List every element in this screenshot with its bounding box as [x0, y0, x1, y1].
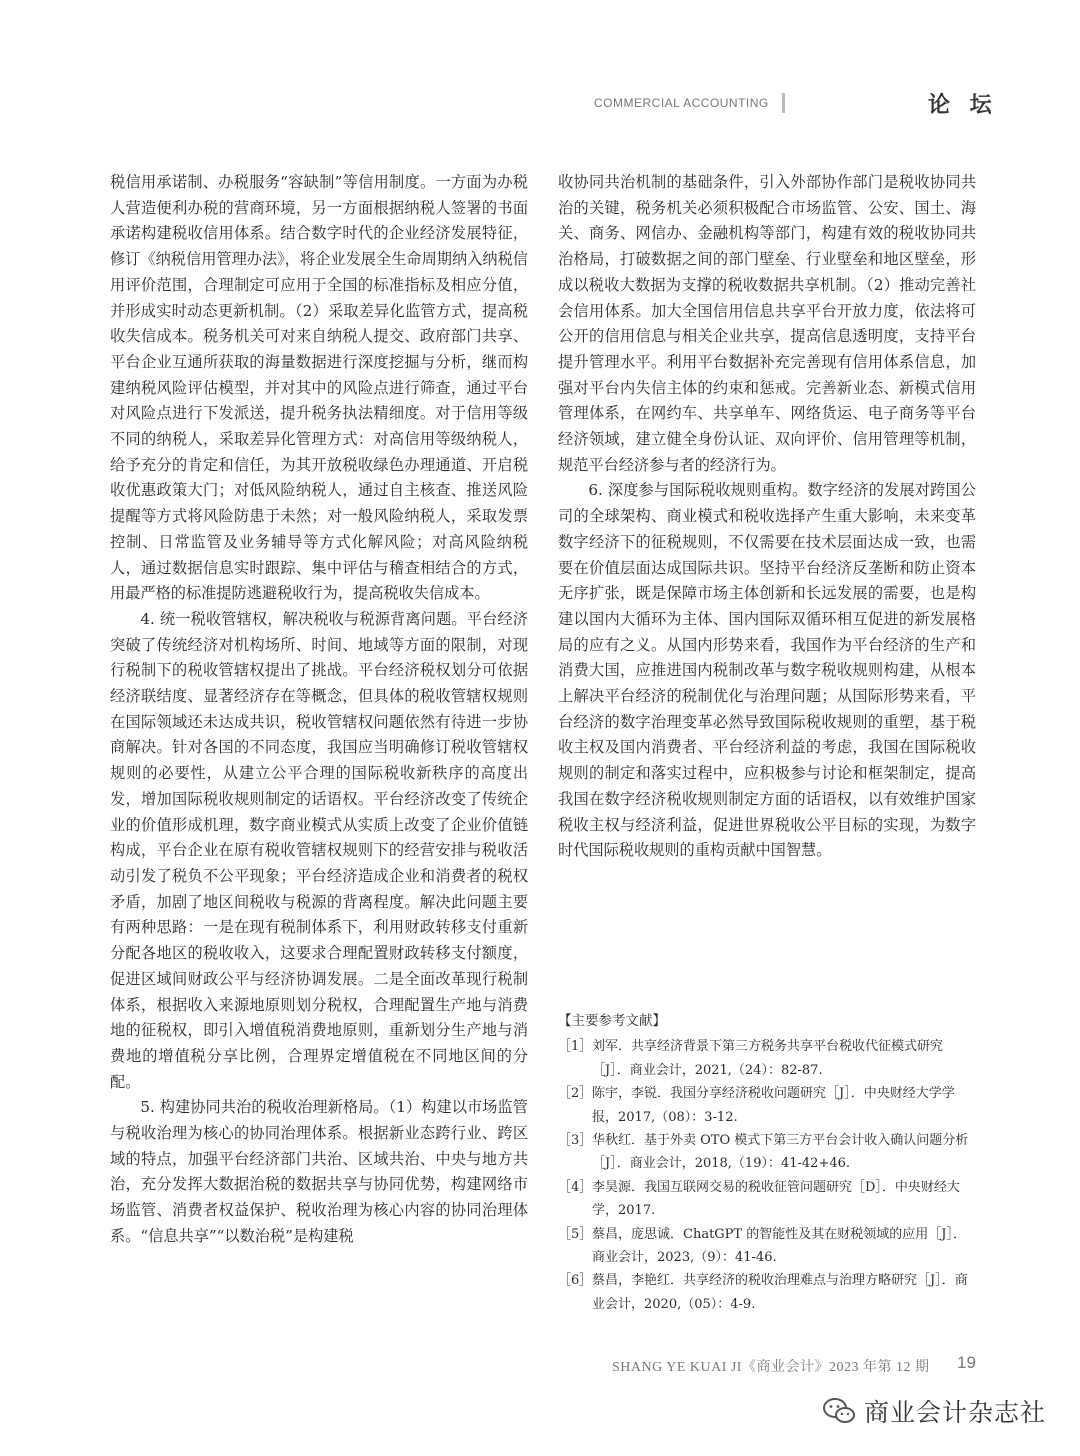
reference-number: ［5］ [558, 1226, 593, 1242]
references-title: 【主要参考文献】 [558, 1013, 666, 1029]
reference-text: 李昊源．我国互联网交易的税收征管问题研究［D］．中央财经大学，2017. [592, 1179, 960, 1219]
reference-number: ［6］ [558, 1273, 593, 1289]
reference-item [558, 1082, 978, 1129]
reference-item [558, 1129, 978, 1176]
left-column [110, 170, 528, 1250]
reference-number: ［1］ [558, 1039, 593, 1055]
references-section [558, 1010, 978, 1316]
reference-item [558, 1035, 978, 1082]
reference-item [558, 1223, 978, 1270]
reference-item [558, 1176, 978, 1223]
watermark [822, 1393, 1046, 1429]
reference-number: ［2］ [558, 1086, 593, 1102]
watermark-text: 商业会计杂志社 [864, 1398, 1047, 1427]
reference-number: ［3］ [558, 1133, 593, 1149]
reference-text: 陈宇，李锐．我国分享经济税收问题研究［J］．中央财经大学学报，2017,（08）：3-12. [592, 1086, 955, 1125]
right-column [558, 170, 976, 864]
paragraph: 4. 统一税收管辖权，解决税收与税源背离问题。平台经济突破了传统经济对机构场所、时间、地域等方面的限制，对现行税制下的税收管辖权提出了挑战。平台经济税权划分可依据经济联结度、显著经济存在等概念，但具体的税收管辖权规则在国际领域还未达成共识，税收管辖权问题依然有待进一步协商解决。针对各国的不同态度，我国应当明确修订税收管辖权规则的必要性，从建立公平合理的国际税收新秩序的高度出发，增加国际税收规则制定的话语权。平台经济改变了传统企业的价值形成机理，数字商业模式从实质上改变了企业价值链构成，平台企业在原有税收管辖权规则下的经营安排与税收活动引发了税负不公平现象；平台经济造成企业和消费者的税权矛盾，加剧了地区间税收与税源的背离程度。解决此问题主要有两种思路：一是在现有税制体系下，利用财政转移支付重新分配各地区的税收收入，这要求合理配置财政转移支付额度，促进区域间财政公平与经济协调发展。二是全面改革现行税制体系，根据收入来源地原则划分税权，合理配置生产地与消费地的征税权，即引入增值税消费地原则，重新划分生产地与消费地的增值税分享比例，合理界定增值税在不同地区间的分配。 [110, 609, 528, 1091]
reference-number: ［4］ [558, 1179, 593, 1195]
paragraph: 6. 深度参与国际税收规则重构。数字经济的发展对跨国公司的全球架构、商业模式和税收选择产生重大影响，未来变革数字经济下的征税规则，不仅需要在技术层面达成一致，也需要在价值层面达成国际共识。坚持平台经济反垄断和防止资本无序扩张，既是保障市场主体创新和长远发展的需要，也是构建以国内大循环为主体、国内国际双循环相互促进的新发展格局的应有之义。从国内形势来看，我国作为平台经济的生产和消费大国，应推进国内税制改革与数字税收规则构建，从根本上解决平台经济的税制优化与治理问题；从国际形势来看，平台经济的数字治理变革必然导致国际税收规则的重塑，基于税收主权及国内消费者、平台经济利益的考虑，我国在国际税收规则的制定和落实过程中，应积极参与讨论和框架制定，提高我国在数字经济税收规则制定方面的话语权，以有效维护国家税收主权与经济利益，促进世界税收公平目标的实现，为数字时代国际税收规则的重构贡献中国智慧。 [558, 481, 976, 860]
footer-journal-issue: SHANG YE KUAI JI《商业会计》2023 年第 12 期 [612, 1360, 930, 1375]
reference-text: 刘军．共享经济背景下第三方税务共享平台税收代征模式研究［J］．商业会计，2021,（24）：82-87. [592, 1039, 944, 1078]
paragraph: 税信用承诺制、办税服务“容缺制”等信用制度。一方面为办税人营造便利办税的营商环境，另一方面根据纳税人签署的书面承诺构建税收信用体系。结合数字时代的企业经济发展特征，修订《纳税信用管理办法》，将企业发展全生命周期纳入纳税信用评价范围，合理制定可应用于全国的标准指标及相应分值，并形成实时动态更新机制。（2）采取差异化监管方式，提高税收失信成本。税务机关可对来自纳税人提交、政府部门共享、平台企业互通所获取的海量数据进行深度挖掘与分析，继而构建纳税风险评估模型，并对其中的风险点进行筛查，通过平台对风险点进行下发派送，提升税务执法精细度。对于信用等级不同的纳税人，采取差异化管理方式：对高信用等级纳税人，给予充分的肯定和信任，为其开放税收绿色办理通道、开启税收优惠政策大门；对低风险纳税人，通过自主核查、推送风险提醒等方式将风险防患于未然；对一般风险纳税人，采取发票控制、日常监管及业务辅导等方式化解风险；对高风险纳税人，通过数据信息实时跟踪、集中评估与稽查相结合的方式，用最严格的标准提防逃避税收行为，提高税收失信成本。 [110, 173, 528, 603]
section-title: 论 坛 [928, 93, 998, 118]
reference-text: 华秋红．基于外卖 OTO 模式下第三方平台会计收入确认问题分析［J］．商业会计，2018,（19）：41-42+46. [592, 1133, 969, 1172]
reference-text: 蔡昌，庞思诚．ChatGPT 的智能性及其在财税领域的应用［J］．商业会计，2023,（9）：41-46. [592, 1226, 966, 1266]
reference-text: 蔡昌，李艳红．共享经济的税收治理难点与治理方略研究［J］．商业会计，2020,（05）：4-9. [592, 1273, 968, 1312]
page-number: 19 [957, 1353, 976, 1372]
paragraph: 收协同共治机制的基础条件，引入外部协作部门是税收协同共治的关键，税务机关必须积极配合市场监管、公安、国土、海关、商务、网信办、金融机构等部门，构建有效的税收协同共治格局，打破数据之间的部门壁垒、行业壁垒和地区壁垒，形成以税收大数据为支撑的税收数据共享机制。（2）推动完善社会信用体系。加大全国信用信息共享平台开放力度，依法将可公开的信用信息与相关企业共享，提高信息透明度，支持平台提升管理水平。利用平台数据补充完善现有信用体系信息，加强对平台内失信主体的约束和惩戒。完善新业态、新模式信用管理体系，在网约车、共享单车、网络货运、电子商务等平台经济领域，建立健全身份认证、双向评价、信用管理等机制，规范平台经济参与者的经济行为。 [558, 173, 976, 474]
journal-name-en: COMMERCIAL ACCOUNTING [594, 96, 769, 110]
reference-item [558, 1269, 978, 1316]
header-divider [782, 93, 785, 113]
paragraph: 5. 构建协同共治的税收治理新格局。（1）构建以市场监管与税收治理为核心的协同治理体系。根据新业态跨行业、跨区域的特点，加强平台经济部门共治、区域共治、中央与地方共治，充分发挥大数据治税的数据共享与协同优势，构建网络市场监管、消费者权益保护、税收治理为核心内容的协同治理体系。“信息共享”“以数治税”是构建税 [110, 1098, 528, 1245]
wechat-icon [822, 1397, 856, 1425]
